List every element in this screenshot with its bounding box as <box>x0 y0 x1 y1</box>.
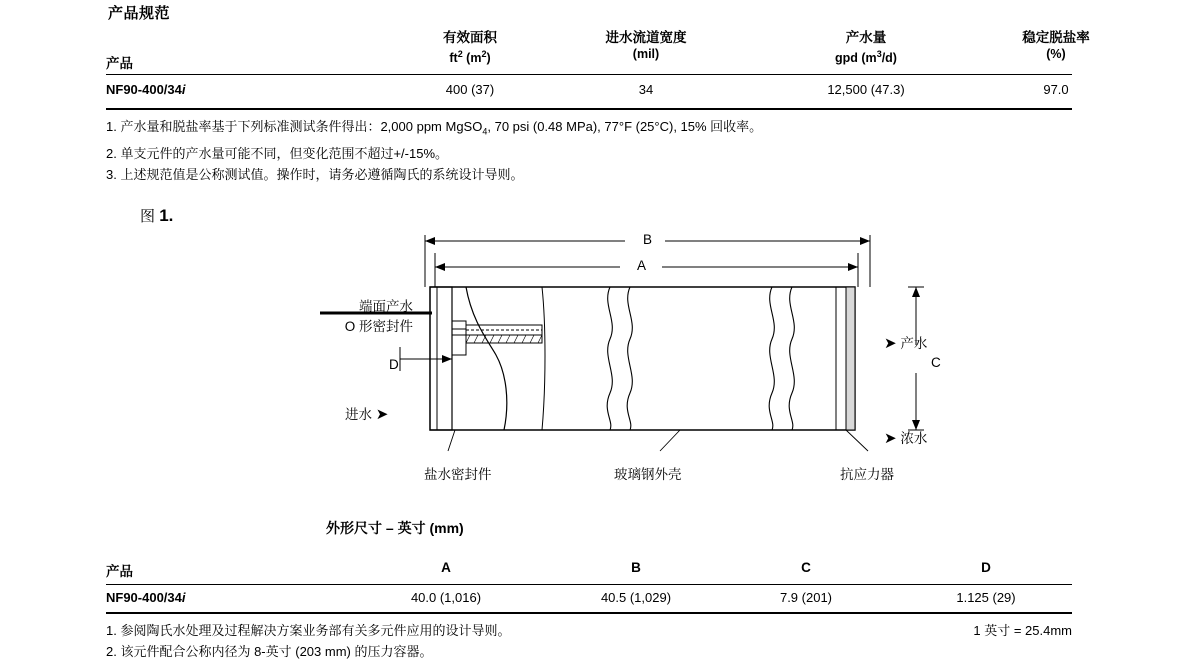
dim-header-d: D <box>981 560 991 575</box>
label-anti-telescoping-device: 抗应力器 <box>840 467 894 482</box>
figure-label: 图 1. <box>140 206 174 225</box>
spec-row-feed-spacer: 34 <box>638 82 654 97</box>
dim-table-rule-bottom <box>106 612 1072 614</box>
spec-notes <box>106 116 1106 185</box>
dimensions-table-row <box>106 590 1072 612</box>
dimensions-note-1: 1. 参阅陶氏水处理及过程解决方案业务部有关多元件应用的设计导则。 <box>106 623 511 638</box>
spec-row-salt-rejection: 97.0 <box>1043 82 1069 97</box>
spec-note-1: 1. 产水量和脱盐率基于下列标准测试条件得出：2,000 ppm MgSO$_4$, 70 psi (0.48 MPa), 77°F (25°C), 15% 回收率。 <box>106 119 763 137</box>
dim-header-a: A <box>441 560 451 575</box>
inch-conversion-note: 1 英寸 = 25.4mm <box>973 623 1072 638</box>
dim-row-a: 40.0 (1,016) <box>410 590 482 605</box>
spec-note-2: 2. 单支元件的产水量可能不同，但变化范围不超过+/-15%。 <box>106 145 449 161</box>
spec-header-salt-rejection: 稳定脱盐率 (%) <box>1022 30 1090 61</box>
label-dim-a: A <box>637 258 647 273</box>
dim-header-b: B <box>631 560 641 575</box>
spec-table-rule-top <box>106 74 1072 75</box>
spec-row-product: NF90-400/34i <box>106 82 186 97</box>
label-dim-c: C <box>931 355 941 370</box>
element-diagram <box>280 225 980 495</box>
label-brine-seal: 盐水密封件 <box>424 467 492 482</box>
spec-header-product: 产品 <box>106 56 133 71</box>
spec-header-active-area-unit: $ft^2$ $(m^2)$ <box>449 49 491 66</box>
spec-row-permeate-flow: 12,500 (47.3) <box>827 82 905 97</box>
spec-header-feed-spacer: 进水流道宽度 (mil) <box>605 30 687 61</box>
permeate-arrow-icon: ➤ <box>884 335 897 352</box>
dim-row-product: NF90-400/34i <box>106 590 186 605</box>
spec-note-3: 3. 上述规范值是公称测试值。操作时，请务必遵循陶氏的系统设计导则。 <box>106 166 524 182</box>
dim-header-c: C <box>801 560 811 575</box>
dimensions-notes <box>106 620 866 662</box>
label-frp-shell: 玻璃钢外壳 <box>614 467 682 482</box>
dim-row-c: 7.9 (201) <box>779 590 833 605</box>
spec-table-row <box>106 82 1072 104</box>
spec-header-permeate-flow-unit: gpd $(m^3/d)$ <box>835 49 897 66</box>
spec-row-active-area: 400 (37) <box>445 82 495 97</box>
spec-table <box>106 26 1090 72</box>
dim-table-rule-top <box>106 584 1072 585</box>
dim-row-b: 40.5 (1,029) <box>600 590 672 605</box>
label-permeate: ➤ 产水 <box>884 335 928 352</box>
label-feed: 进水 ➤ <box>345 406 389 423</box>
label-end-cap-oring: 端面产水 O 形密封件 <box>344 299 413 334</box>
dim-row-d: 1.125 (29) <box>956 590 1016 605</box>
label-dim-d: D <box>389 357 399 372</box>
spec-table-rule-bottom <box>106 108 1072 110</box>
feed-arrow-icon: ➤ <box>375 406 389 423</box>
label-dim-b: B <box>643 232 653 247</box>
dimensions-note-2: 2. 该元件配合公称内径为 8-英寸 (203 mm) 的压力容器。 <box>106 644 433 659</box>
dim-header-product: 产品 <box>106 564 133 579</box>
page-title: 产品规范 <box>108 5 171 22</box>
concentrate-arrow-icon: ➤ <box>884 430 897 447</box>
dimensions-table-header <box>106 560 1072 582</box>
label-concentrate: ➤ 浓水 <box>884 430 928 447</box>
spec-table-header <box>106 26 1090 72</box>
dimensions-caption: 外形尺寸 – 英寸 (mm) <box>326 520 464 536</box>
spec-header-active-area: 有效面积 $ft^2$ $(m^2)$ <box>370 30 570 66</box>
spec-header-permeate-flow: 产水量 gpd $(m^3/d)$ <box>736 30 996 66</box>
